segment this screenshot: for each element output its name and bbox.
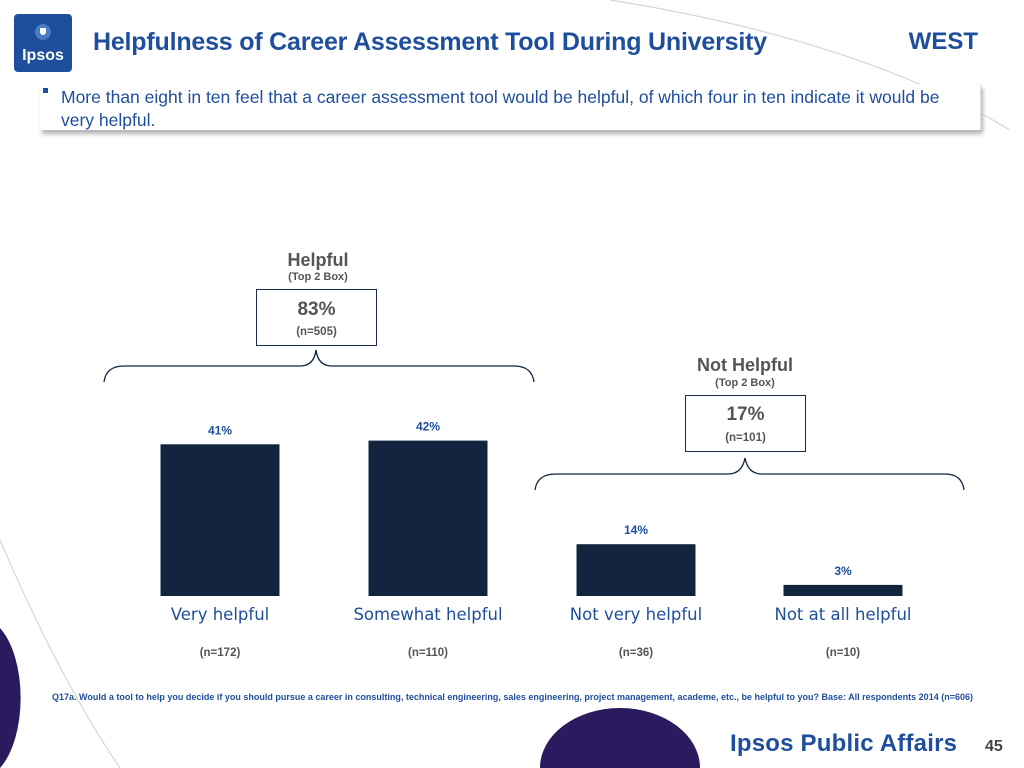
not-helpful-group-title: Not Helpful xyxy=(697,355,793,375)
bar-very-helpful xyxy=(161,444,280,596)
data-label-very-helpful: 41% xyxy=(207,423,233,438)
helpful-pct: 83% xyxy=(297,299,336,320)
page-number: 45 xyxy=(985,738,1003,755)
summary-text: More than eight in ten feel that a career assessment tool would be helpful, of which four in ten indicate it would be very helpful. xyxy=(61,87,940,130)
bar-not-very-helpful xyxy=(577,544,696,596)
brand-wordmark: Ipsos Public Affairs xyxy=(730,730,958,757)
bar-somewhat-helpful xyxy=(369,441,488,596)
base-label-very-helpful: (n=172) xyxy=(199,647,241,659)
region-label: WEST xyxy=(908,28,978,55)
data-label-not-at-all-helpful: 3% xyxy=(834,563,852,578)
category-label-not-at-all-helpful: Not at all helpful xyxy=(774,605,912,624)
not-helpful-pct: 17% xyxy=(726,404,765,425)
data-label-not-very-helpful: 14% xyxy=(623,523,649,538)
bar-not-at-all-helpful xyxy=(784,585,903,596)
helpful-group-subtitle: (Top 2 Box) xyxy=(288,271,348,283)
not-helpful-n: (n=101) xyxy=(725,432,766,444)
page-title: Helpfulness of Career Assessment Tool During University xyxy=(93,28,767,56)
base-label-somewhat-helpful: (n=110) xyxy=(408,647,448,659)
logo-text: Ipsos xyxy=(22,47,64,64)
data-label-somewhat-helpful: 42% xyxy=(415,419,441,434)
base-label-not-very-helpful: (n=36) xyxy=(618,647,654,659)
not-helpful-group-subtitle: (Top 2 Box) xyxy=(715,377,775,389)
category-label-very-helpful: Very helpful xyxy=(170,605,270,624)
base-label-not-at-all-helpful: (n=10) xyxy=(825,647,861,659)
footnote: Q17a. Would a tool to help you decide if you should pursue a career in consulting, technical engineering, sales engineering, project management, academe, etc., be helpful to you? Base: All respondents 2014 (n=606) xyxy=(52,692,973,702)
category-label-not-very-helpful: Not very helpful xyxy=(569,605,703,624)
category-label-somewhat-helpful: Somewhat helpful xyxy=(353,605,503,624)
helpful-n: (n=505) xyxy=(296,326,337,338)
helpful-brace xyxy=(104,350,534,382)
helpful-group-title: Helpful xyxy=(287,250,349,270)
not-helpful-brace xyxy=(535,458,964,490)
